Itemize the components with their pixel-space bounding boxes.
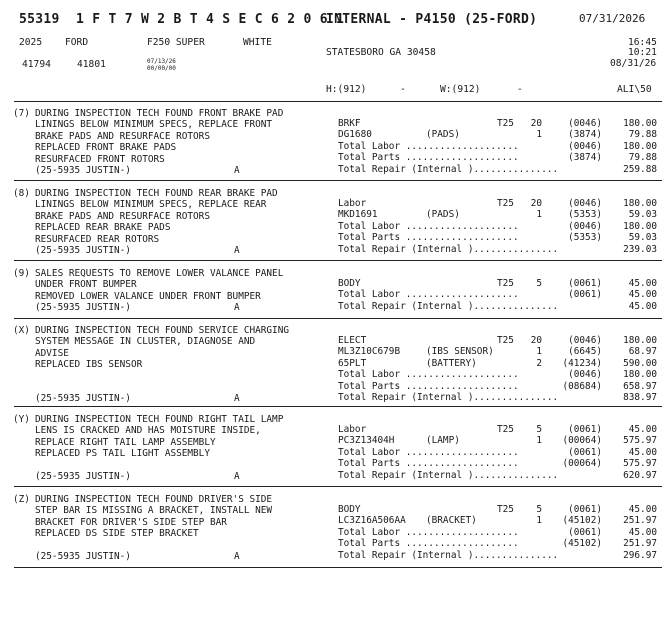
line-item-amount: 45.00: [628, 504, 657, 515]
line-item-label: Total Repair (Internal )...............: [338, 549, 559, 561]
work-phone: W:(912): [440, 84, 481, 95]
job-description-line: BRAKE PADS AND RESURFACE ROTORS: [35, 210, 210, 222]
line-item-qty: 1: [536, 346, 542, 358]
line-item-desc: (BRACKET): [426, 515, 477, 527]
line-item-amount: 45.00: [628, 289, 657, 301]
line-item-amount: 45.00: [628, 424, 657, 435]
line-item-code: (41234): [562, 357, 602, 369]
line-item-qty: 5: [536, 278, 542, 289]
home-phone: H:(912): [326, 84, 367, 95]
line-item-amount: 838.97: [623, 392, 657, 403]
vehicle-make: FORD: [65, 37, 89, 48]
line-item-amount: 45.00: [628, 446, 657, 458]
job-description-line: DURING INSPECTION TECH FOUND RIGHT TAIL LAMP: [35, 414, 284, 425]
line-item-label: DG1680: [338, 129, 372, 141]
time-1: 16:45: [628, 37, 657, 48]
line-item-amount: 259.88: [623, 163, 657, 175]
line-item-amount: 180.00: [623, 369, 657, 381]
line-item-type: T25: [497, 504, 514, 515]
line-item-desc: (BATTERY): [426, 357, 477, 369]
line-item-qty: 1: [536, 209, 542, 221]
line-item-code: (0046): [568, 198, 602, 209]
job-description-line: STEP BAR IS MISSING A BRACKET, INSTALL NEW: [35, 505, 273, 517]
line-item-amount: 180.00: [623, 335, 657, 346]
technician-flag: A: [234, 551, 240, 562]
line-item-label: Total Repair (Internal )...............: [338, 392, 559, 403]
line-item-amount: 79.88: [628, 152, 657, 164]
line-item-label: Total Parts ....................: [338, 152, 519, 164]
line-item-amount: 239.03: [623, 243, 657, 255]
line-item-label: Total Labor ....................: [338, 446, 519, 458]
technician-flag: A: [234, 471, 240, 482]
line-item-qty: 5: [536, 504, 542, 515]
technician-flag: A: [234, 245, 240, 256]
line-item-code: (0061): [568, 289, 602, 301]
mileage-out: 41801: [77, 59, 106, 70]
line-item-label: Labor: [338, 424, 367, 435]
job-letter: (9): [13, 268, 30, 279]
home-phone-dash: -: [400, 84, 406, 95]
line-item-code: (0061): [568, 504, 602, 515]
ro-number: 55319: [19, 12, 60, 27]
line-item-label: Total Labor ....................: [338, 369, 519, 381]
line-item-label: Total Repair (Internal )...............: [338, 163, 559, 175]
document-title: INTERNAL - P4150 (25-FORD): [326, 12, 538, 27]
line-item-amount: 180.00: [623, 198, 657, 209]
technician: (25-5935 JUSTIN-): [35, 393, 131, 405]
line-item-type: T25: [497, 424, 514, 435]
customer-location: STATESBORO GA 30458: [326, 47, 436, 58]
job-description-line: REPLACED REAR BRAKE PADS: [35, 222, 171, 234]
line-item-code: (0061): [568, 446, 602, 458]
line-item-code: (00064): [562, 458, 602, 470]
line-item-code: (08684): [562, 380, 602, 392]
line-item-qty: 1: [536, 435, 542, 447]
line-item-amount: 45.00: [628, 300, 657, 312]
job-divider: [14, 567, 662, 568]
line-item-label: BODY: [338, 504, 361, 515]
job-description-line: BRACKET FOR DRIVER'S SIDE STEP BAR: [35, 516, 227, 528]
line-item-label: Total Labor ....................: [338, 140, 519, 152]
time-2: 10:21: [628, 47, 657, 58]
line-item-label: 65PLT: [338, 357, 367, 369]
line-item-label: Total Labor ....................: [338, 289, 519, 301]
technician-flag: A: [234, 302, 240, 314]
job-letter: (7): [13, 108, 30, 119]
line-item-qty: 20: [530, 335, 542, 346]
line-item-label: LC3Z16A506AA: [338, 515, 406, 527]
line-item-qty: 1: [536, 515, 542, 527]
line-item-amount: 180.00: [623, 140, 657, 152]
line-item-label: BRKF: [338, 118, 361, 129]
line-item-amount: 180.00: [623, 220, 657, 232]
line-item-label: ML3Z10C679B: [338, 346, 401, 358]
job-description-line: REMOVED LOWER VALANCE UNDER FRONT BUMPER: [35, 290, 261, 302]
line-item-code: (3874): [568, 152, 602, 164]
job-description-line: SYSTEM MESSAGE IN CLUSTER, DIAGNOSE AND: [35, 336, 256, 348]
line-item-code: (0061): [568, 424, 602, 435]
line-item-desc: (PADS): [426, 209, 460, 221]
job-description-line: LININGS BELOW MINIMUM SPECS, REPLACE FRONT: [35, 119, 273, 131]
line-item-label: ELECT: [338, 335, 367, 346]
line-item-code: (6645): [568, 346, 602, 358]
work-phone-dash: -: [517, 84, 523, 95]
job-description-line: DURING INSPECTION TECH FOUND DRIVER'S SIDE: [35, 494, 273, 505]
job-description-line: SALES REQUESTS TO REMOVE LOWER VALANCE PANEL: [35, 268, 284, 279]
line-item-amount: 296.97: [623, 549, 657, 561]
line-item-amount: 590.00: [623, 357, 657, 369]
advisor-code: ALI\50: [617, 84, 652, 95]
job-description-line: REPLACED IBS SENSOR: [35, 359, 143, 371]
job-letter: (8): [13, 188, 30, 199]
vehicle-year: 2025: [19, 37, 43, 48]
job-description-line: UNDER FRONT BUMPER: [35, 279, 137, 291]
line-item-label: Total Repair (Internal )...............: [338, 243, 559, 255]
line-item-code: (3874): [568, 129, 602, 141]
job-description-line: REPLACED PS TAIL LIGHT ASSEMBLY: [35, 448, 210, 460]
technician: (25-5935 JUSTIN-): [35, 165, 131, 176]
job-description-line: BRAKE PADS AND RESURFACE ROTORS: [35, 130, 210, 142]
job-description-line: RESURFACED FRONT ROTORS: [35, 153, 165, 165]
vehicle-model: F250 SUPER: [147, 37, 205, 48]
technician-flag: A: [234, 393, 240, 405]
line-item-label: Total Labor ....................: [338, 526, 519, 538]
job-divider: [14, 406, 662, 407]
job-description-line: REPLACED DS SIDE STEP BRACKET: [35, 528, 199, 540]
line-item-type: T25: [497, 278, 514, 289]
line-item-label: Total Repair (Internal )...............: [338, 300, 559, 312]
line-item-label: Total Parts ....................: [338, 380, 519, 392]
line-item-amount: 658.97: [623, 380, 657, 392]
line-item-label: Total Parts ....................: [338, 538, 519, 550]
line-item-label: PC3Z13404H: [338, 435, 395, 447]
line-item-code: (45102): [562, 538, 602, 550]
line-item-amount: 251.97: [623, 538, 657, 550]
line-item-type: T25: [497, 198, 514, 209]
job-description-line: DURING INSPECTION TECH FOUND REAR BRAKE PAD: [35, 188, 278, 199]
line-item-code: (45102): [562, 515, 602, 527]
line-item-amount: 45.00: [628, 278, 657, 289]
line-item-label: Total Labor ....................: [338, 220, 519, 232]
line-item-label: MKD1691: [338, 209, 378, 221]
line-item-code: (0061): [568, 526, 602, 538]
line-item-desc: (IBS SENSOR): [426, 346, 494, 358]
job-description-line: REPLACED FRONT BRAKE PADS: [35, 142, 177, 154]
job-description-line: REPLACE RIGHT TAIL LAMP ASSEMBLY: [35, 436, 216, 448]
job-divider: [14, 260, 662, 261]
job-description-line: LININGS BELOW MINIMUM SPECS, REPLACE REAR: [35, 199, 267, 211]
header-divider: [14, 101, 662, 102]
line-item-label: Labor: [338, 198, 367, 209]
line-item-code: (0061): [568, 278, 602, 289]
line-item-amount: 180.00: [623, 118, 657, 129]
line-item-code: (00064): [562, 435, 602, 447]
line-item-label: Total Parts ....................: [338, 458, 519, 470]
line-item-amount: 575.97: [623, 435, 657, 447]
close-date: 00/00/00: [147, 65, 176, 72]
line-item-desc: (LAMP): [426, 435, 460, 447]
technician: (25-5935 JUSTIN-): [35, 551, 131, 562]
line-item-amount: 59.03: [628, 209, 657, 221]
line-item-qty: 20: [530, 198, 542, 209]
line-item-qty: 2: [536, 357, 542, 369]
line-item-amount: 575.97: [623, 458, 657, 470]
line-item-code: (0046): [568, 369, 602, 381]
line-item-qty: 1: [536, 129, 542, 141]
line-item-type: T25: [497, 118, 514, 129]
job-description-line: DURING INSPECTION TECH FOUND FRONT BRAKE PAD: [35, 108, 284, 119]
line-item-code: (0046): [568, 335, 602, 346]
vin: 1 F T 7 W 2 B T 4 S E C 6 2 0 6 1: [76, 12, 345, 27]
vehicle-color: WHITE: [243, 37, 272, 48]
mileage-in: 41794: [22, 59, 51, 70]
technician-flag: A: [234, 165, 240, 176]
line-item-code: (0046): [568, 140, 602, 152]
job-description-line: RESURFACED REAR ROTORS: [35, 233, 160, 245]
job-description-line: LENS IS CRACKED AND HAS MOISTURE INSIDE,: [35, 425, 261, 437]
line-item-label: BODY: [338, 278, 361, 289]
job-description-line: DURING INSPECTION TECH FOUND SERVICE CHARGING: [35, 325, 289, 336]
promise-date: 08/31/26: [610, 58, 657, 69]
line-item-code: (0046): [568, 118, 602, 129]
line-item-amount: 68.97: [628, 346, 657, 358]
line-item-type: T25: [497, 335, 514, 346]
line-item-amount: 79.88: [628, 129, 657, 141]
technician: (25-5935 JUSTIN-): [35, 245, 131, 256]
line-item-code: (5353): [568, 209, 602, 221]
job-letter: (Z): [13, 494, 30, 505]
line-item-amount: 251.97: [623, 515, 657, 527]
line-item-label: Total Parts ....................: [338, 232, 519, 244]
job-description-line: ADVISE: [35, 347, 69, 359]
line-item-amount: 45.00: [628, 526, 657, 538]
job-letter: (X): [13, 325, 30, 336]
line-item-code: (5353): [568, 232, 602, 244]
job-divider: [14, 180, 662, 181]
line-item-amount: 620.97: [623, 469, 657, 481]
print-date: 07/31/2026: [579, 12, 646, 25]
job-letter: (Y): [13, 414, 30, 425]
line-item-code: (0046): [568, 220, 602, 232]
line-item-label: Total Repair (Internal )...............: [338, 469, 559, 481]
job-divider: [14, 486, 662, 487]
job-divider: [14, 318, 662, 319]
technician: (25-5935 JUSTIN-): [35, 302, 131, 314]
line-item-desc: (PADS): [426, 129, 460, 141]
line-item-amount: 59.03: [628, 232, 657, 244]
open-date: 07/13/26: [147, 58, 176, 65]
line-item-qty: 5: [536, 424, 542, 435]
line-item-qty: 20: [530, 118, 542, 129]
technician: (25-5935 JUSTIN-): [35, 471, 131, 482]
